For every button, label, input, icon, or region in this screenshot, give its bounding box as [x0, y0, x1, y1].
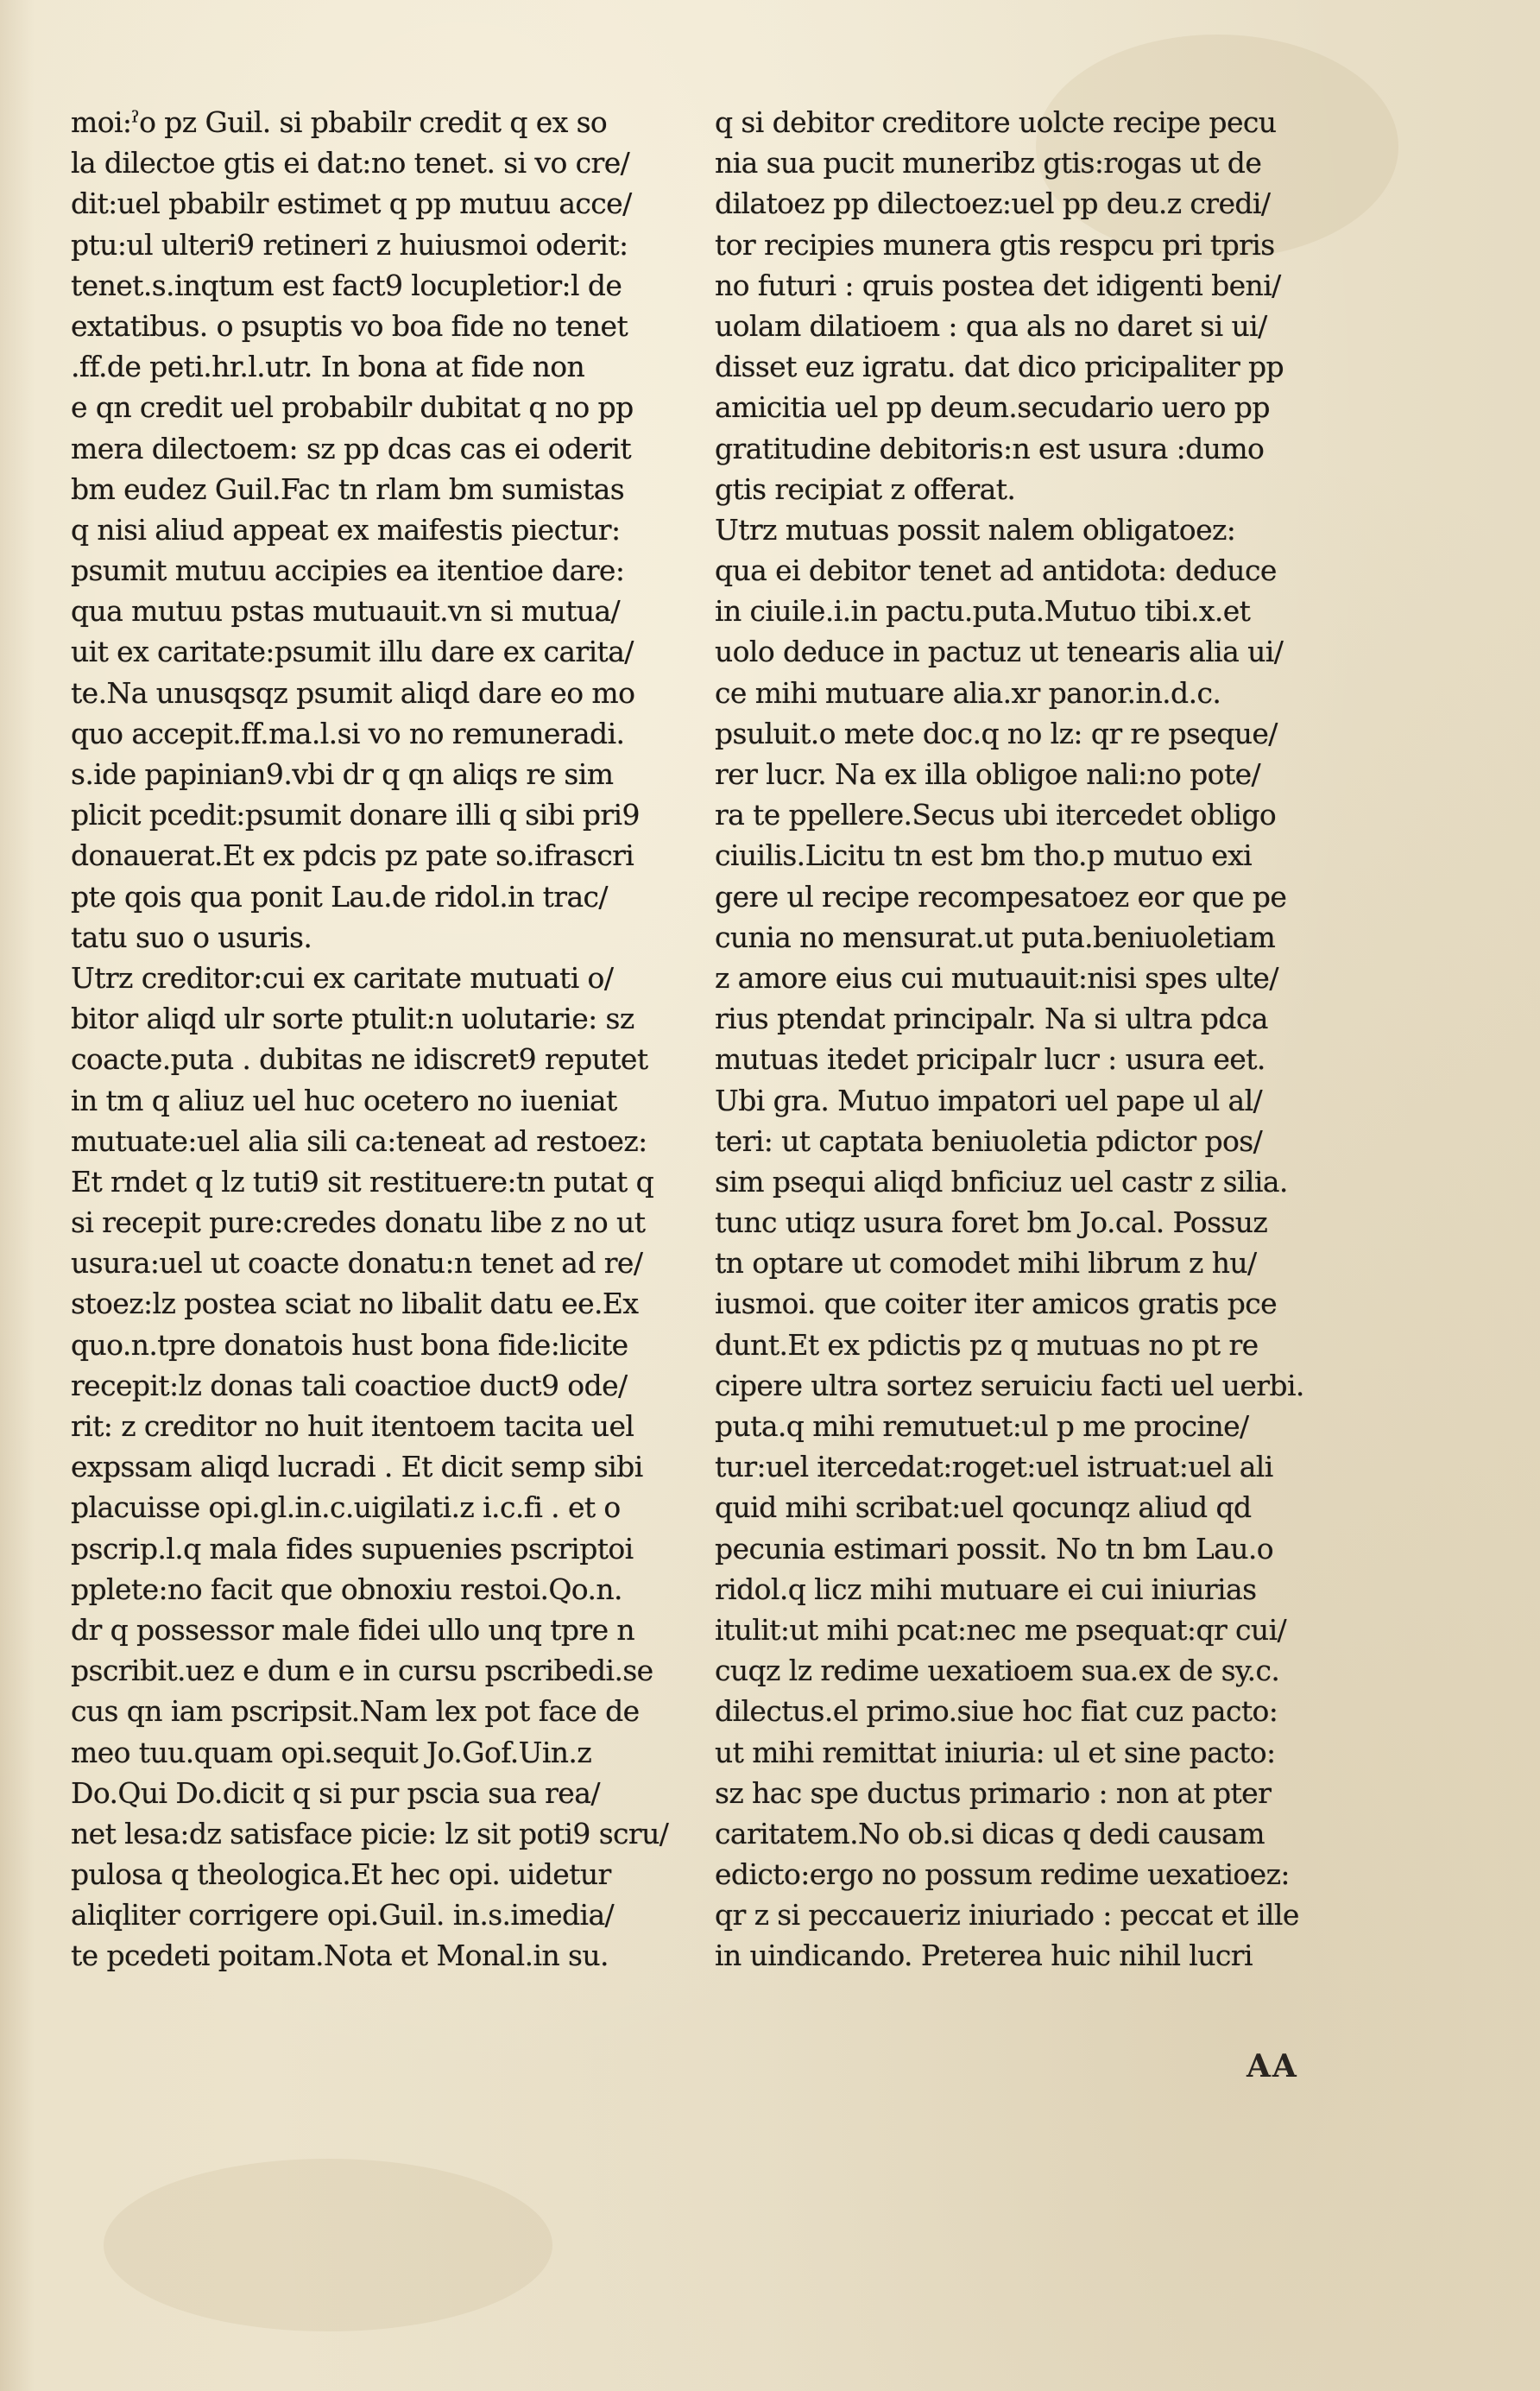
text-line: rius ptendat principalr. Na si ultra pdca	[715, 1002, 1268, 1036]
text-line: ra te ppellere.Secus ubi itercedet obligo	[715, 798, 1277, 832]
signature-mark: AA	[1247, 2048, 1298, 2084]
text-line: ce mihi mutuare alia.xr panor.in.d.c.	[715, 675, 1221, 710]
text-line: tur:uel itercedat:roget:uel istruat:uel ali	[715, 1450, 1273, 1484]
text-line: no futuri : qruis postea det idigenti beni/	[715, 268, 1281, 302]
text-line: dit:uel pbabilr estimet q pp mutuu acce/	[71, 187, 632, 221]
text-line: usura:uel ut coacte donatu:n tenet ad re/	[71, 1246, 643, 1281]
text-line: extatibus. o psuptis vo boa fide no tenet	[71, 308, 628, 343]
text-line: gratitudine debitoris:n est usura :dumo	[715, 431, 1265, 465]
text-line: mutuas itedet pricipalr lucr : usura eet.	[715, 1042, 1265, 1077]
text-line: cipere ultra sortez seruiciu facti uel uerbi.	[715, 1368, 1304, 1402]
text-line: dunt.Et ex pdictis pz q mutuas no pt re	[715, 1327, 1259, 1362]
text-line: cunia no mensurat.ut puta.beniuoletiam	[715, 920, 1276, 954]
text-line: pte qois qua ponit Lau.de ridol.in trac/	[71, 879, 608, 914]
right-text-column	[715, 102, 1354, 1977]
text-line: te.Na unusqsqz psumit aliqd dare eo mo	[71, 675, 635, 710]
text-line: qua ei debitor tenet ad antidota: deduce	[715, 553, 1277, 588]
text-line: quo accepit.ff.ma.l.si vo no remuneradi.	[71, 716, 625, 750]
text-line: pscrip.l.q mala fides supuenies pscriptoi	[71, 1531, 634, 1566]
text-line: pscribit.uez e dum e in cursu pscribedi.se	[71, 1654, 653, 1688]
text-line: ridol.q licz mihi mutuare ei cui iniurias	[715, 1572, 1257, 1606]
text-line: nia sua pucit muneribz gtis:rogas ut de	[715, 146, 1262, 180]
text-line: net lesa:dz satisface picie: lz sit poti9 scru/	[71, 1816, 669, 1850]
text-line: in uindicando. Preterea huic nihil lucri	[715, 1939, 1253, 1973]
text-line: Do.Qui Do.dicit q si pur pscia sua rea/	[71, 1775, 600, 1810]
text-line: mera dilectoem: sz pp dcas cas ei oderit	[71, 431, 632, 465]
text-line: Ubi gra. Mutuo impatori uel pape ul al/	[715, 1083, 1263, 1117]
text-line: dr q possessor male fidei ullo unq tpre n	[71, 1612, 635, 1647]
text-line: psuluit.o mete doc.q no lz: qr re pseque/	[715, 716, 1278, 750]
text-line: Utrz mutuas possit nalem obligatoez:	[715, 512, 1236, 547]
text-line: pplete:no facit que obnoxiu restoi.Qo.n.	[71, 1572, 622, 1606]
text-line: recepit:lz donas tali coactioe duct9 ode/	[71, 1368, 628, 1402]
text-line: plicit pcedit:psumit donare illi q sibi pri9	[71, 798, 640, 832]
text-line: amicitia uel pp deum.secudario uero pp	[715, 390, 1270, 425]
text-line: in tm q aliuz uel huc ocetero no iueniat	[71, 1083, 617, 1117]
text-line: q nisi aliud appeat ex maifestis piectur:	[71, 512, 621, 547]
text-line: iusmoi. que coiter iter amicos gratis pce	[715, 1287, 1278, 1321]
text-line: bm eudez Guil.Fac tn rlam bm sumistas	[71, 471, 625, 506]
text-line: disset euz igratu. dat dico pricipaliter pp	[715, 350, 1284, 384]
text-line: q si debitor creditore uolcte recipe pecu	[715, 105, 1277, 139]
text-line: edicto:ergo no possum redime uexatioez:	[715, 1857, 1290, 1892]
text-line: gtis recipiat z offerat.	[715, 471, 1016, 506]
text-line: sz hac spe ductus primario : non at pter	[715, 1775, 1272, 1810]
text-line: te pcedeti poitam.Nota et Monal.in su.	[71, 1939, 609, 1973]
text-line: Et rndet q lz tuti9 sit restituere:tn putat q	[71, 1164, 654, 1199]
text-line: tn optare ut comodet mihi librum z hu/	[715, 1246, 1257, 1281]
text-line: ut mihi remittat iniuria: ul et sine pacto:	[715, 1735, 1276, 1769]
text-line: tor recipies munera gtis respcu pri tpris	[715, 227, 1275, 262]
text-line: tenet.s.inqtum est fact9 locupletior:l de	[71, 268, 622, 302]
text-line: in ciuile.i.in pactu.puta.Mutuo tibi.x.et	[715, 594, 1251, 629]
text-line: caritatem.No ob.si dicas q dedi causam	[715, 1816, 1265, 1850]
text-line: ciuilis.Licitu tn est bm tho.p mutuo exi	[715, 838, 1253, 873]
text-line: moi:ˀo pz Guil. si pbabilr credit q ex so	[71, 105, 608, 139]
text-line: s.ide papinian9.vbi dr q qn aliqs re sim	[71, 757, 614, 791]
text-line: puta.q mihi remutuet:ul p me procine/	[715, 1409, 1249, 1443]
text-line: donauerat.Et ex pdcis pz pate so.ifrascri	[71, 838, 634, 873]
text-line: stoez:lz postea sciat no libalit datu ee.Ex	[71, 1287, 639, 1321]
text-line: aliqliter corrigere opi.Guil. in.s.imedia/	[71, 1898, 615, 1932]
text-line: expssam aliqd lucradi . Et dicit semp sibi	[71, 1450, 643, 1484]
text-line: coacte.puta . dubitas ne idiscret9 reputet	[71, 1042, 648, 1077]
text-line: bitor aliqd ulr sorte ptulit:n uolutarie: sz	[71, 1002, 634, 1036]
text-line: sim psequi aliqd bnficiuz uel castr z silia.	[715, 1164, 1288, 1199]
text-line: Utrz creditor:cui ex caritate mutuati o/	[71, 960, 614, 995]
text-line: e qn credit uel probabilr dubitat q no pp	[71, 390, 634, 425]
text-line: pecunia estimari possit. No tn bm Lau.o	[715, 1531, 1274, 1566]
text-line: cus qn iam pscripsit.Nam lex pot face de	[71, 1694, 640, 1729]
text-line: pulosa q theologica.Et hec opi. uidetur	[71, 1857, 611, 1892]
text-line: cuqz lz redime uexatioem sua.ex de sy.c.	[715, 1654, 1280, 1688]
text-line: psumit mutuu accipies ea itentioe dare:	[71, 553, 625, 588]
text-line: teri: ut captata beniuoletia pdictor pos/	[715, 1123, 1263, 1158]
text-line: meo tuu.quam opi.sequit Jo.Gof.Uin.z	[71, 1735, 592, 1769]
paper-stain	[104, 2159, 552, 2331]
text-line: dilatoez pp dilectoez:uel pp deu.z credi/	[715, 187, 1271, 221]
text-line: rit: z creditor no huit itentoem tacita uel	[71, 1409, 634, 1443]
text-line: itulit:ut mihi pcat:nec me psequat:qr cui/	[715, 1612, 1287, 1647]
text-line: si recepit pure:credes donatu libe z no ut	[71, 1205, 646, 1240]
left-text-column	[71, 102, 692, 1977]
text-line: .ff.de peti.hr.l.utr. In bona at fide non	[71, 350, 585, 384]
text-line: qua mutuu pstas mutuauit.vn si mutua/	[71, 594, 621, 629]
text-line: uolo deduce in pactuz ut tenearis alia ui/	[715, 635, 1284, 669]
text-line: quo.n.tpre donatois hust bona fide:licite	[71, 1327, 628, 1362]
text-line: mutuate:uel alia sili ca:teneat ad restoez:	[71, 1123, 647, 1158]
text-line: tatu suo o usuris.	[71, 920, 312, 954]
text-line: la dilectoe gtis ei dat:no tenet. si vo cre/	[71, 146, 630, 180]
text-line: rer lucr. Na ex illa obligoe nali:no pote/	[715, 757, 1261, 791]
text-line: uit ex caritate:psumit illu dare ex carita/	[71, 635, 634, 669]
text-line: placuisse opi.gl.in.c.uigilati.z i.c.fi . et o	[71, 1490, 621, 1525]
text-line: quid mihi scribat:uel qocunqz aliud qd	[715, 1490, 1252, 1525]
text-line: z amore eius cui mutuauit:nisi spes ulte/	[715, 960, 1278, 995]
text-line: dilectus.el primo.siue hoc fiat cuz pacto:	[715, 1694, 1278, 1729]
text-line: uolam dilatioem : qua als no daret si ui/	[715, 308, 1267, 343]
text-line: qr z si peccaueriz iniuriado : peccat et ille	[715, 1898, 1299, 1932]
text-line: ptu:ul ulteri9 retineri z huiusmoi oderit:	[71, 227, 628, 262]
text-line: gere ul recipe recompesatoez eor que pe	[715, 879, 1287, 914]
text-line: tunc utiqz usura foret bm Jo.cal. Possuz	[715, 1205, 1268, 1240]
